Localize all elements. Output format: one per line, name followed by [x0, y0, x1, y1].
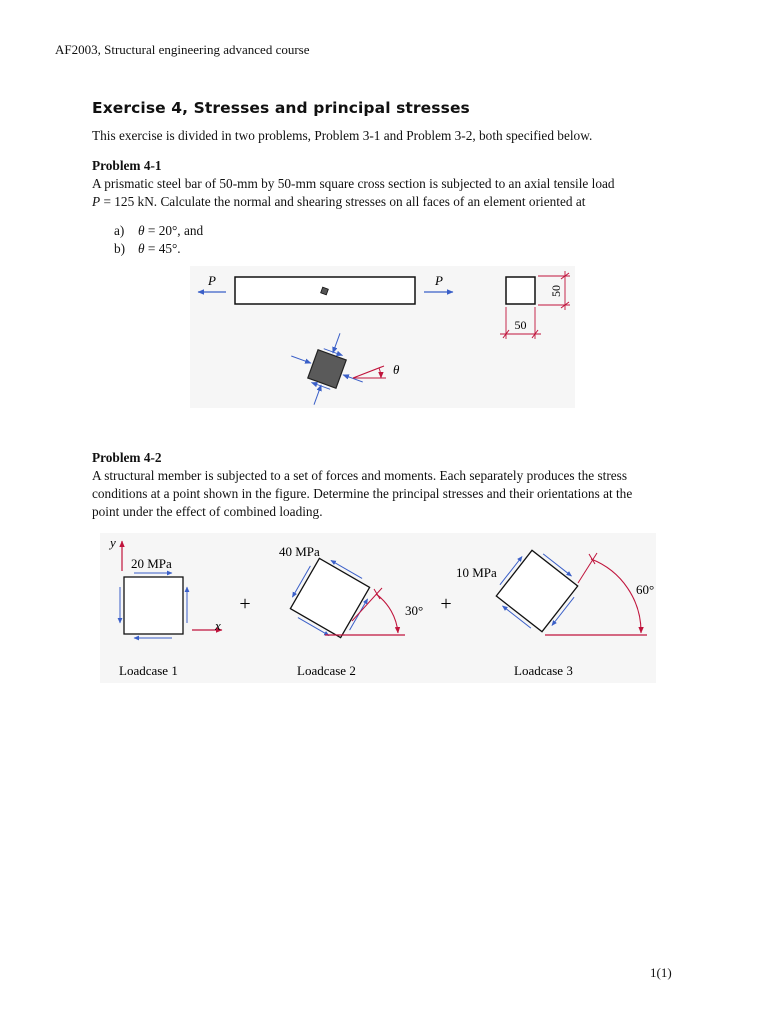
lc3-caption: Loadcase 3	[514, 663, 573, 678]
problem2-line3: point under the effect of combined loading.	[92, 504, 323, 519]
item-text: = 20°, and	[144, 223, 204, 238]
lc1-caption: Loadcase 1	[119, 663, 178, 678]
problem2-line2: conditions at a point shown in the figure. Determine the principal stresses and their orientations at the	[92, 486, 633, 501]
course-header: AF2003, Structural engineering advanced course	[55, 42, 310, 57]
angle-label: θ	[393, 362, 400, 377]
plus-sign-2: +	[440, 593, 452, 615]
problem1-line2-text: = 125 kN. Calculate the normal and shearing stresses on all faces of an element oriented at	[100, 194, 586, 209]
lc1-stress-label: 20 MPa	[131, 556, 172, 571]
problem1-heading: Problem 4-1	[92, 158, 162, 173]
problem1-line1: A prismatic steel bar of 50-mm by 50-mm square cross section is subjected to an axial tensile load	[92, 176, 615, 191]
right-load-label: P	[435, 273, 443, 288]
x-axis-label: x	[215, 618, 221, 633]
left-load-label: P	[208, 273, 216, 288]
item-label: a)	[114, 223, 125, 238]
width-dim-label: 50	[514, 318, 527, 332]
problem1-item-b	[114, 241, 181, 257]
exercise-intro: This exercise is divided in two problems, Problem 3-1 and Problem 3-2, both specified below.	[92, 128, 593, 143]
plus-sign-1: +	[239, 593, 251, 615]
cross-section	[506, 277, 535, 304]
problem1-figure	[190, 266, 575, 408]
page-number: 1(1)	[650, 965, 672, 980]
exercise-title: Exercise 4, Stresses and principal stresses	[92, 99, 470, 117]
problem1-item-a	[114, 223, 203, 239]
angle-variable: θ	[138, 241, 145, 256]
item-text: = 45°.	[144, 241, 181, 256]
angle-variable: θ	[138, 223, 145, 238]
y-axis-label: y	[110, 535, 116, 550]
problem2-heading: Problem 4-2	[92, 450, 162, 465]
problem1-line2	[92, 193, 585, 211]
load-variable: P	[92, 194, 101, 209]
problem2-line1: A structural member is subjected to a set of forces and moments. Each separately produces the stress	[92, 468, 628, 483]
item-label: b)	[114, 241, 126, 256]
lc1-element	[124, 577, 183, 634]
lc2-caption: Loadcase 2	[297, 663, 356, 678]
lc2-stress-label: 40 MPa	[279, 544, 320, 559]
lc2-angle-label: 30°	[405, 603, 424, 618]
lc3-stress-label: 10 MPa	[456, 565, 497, 580]
height-dim-label: 50	[549, 285, 563, 297]
problem2-figure	[100, 533, 656, 683]
lc3-angle-label: 60°	[636, 582, 655, 597]
